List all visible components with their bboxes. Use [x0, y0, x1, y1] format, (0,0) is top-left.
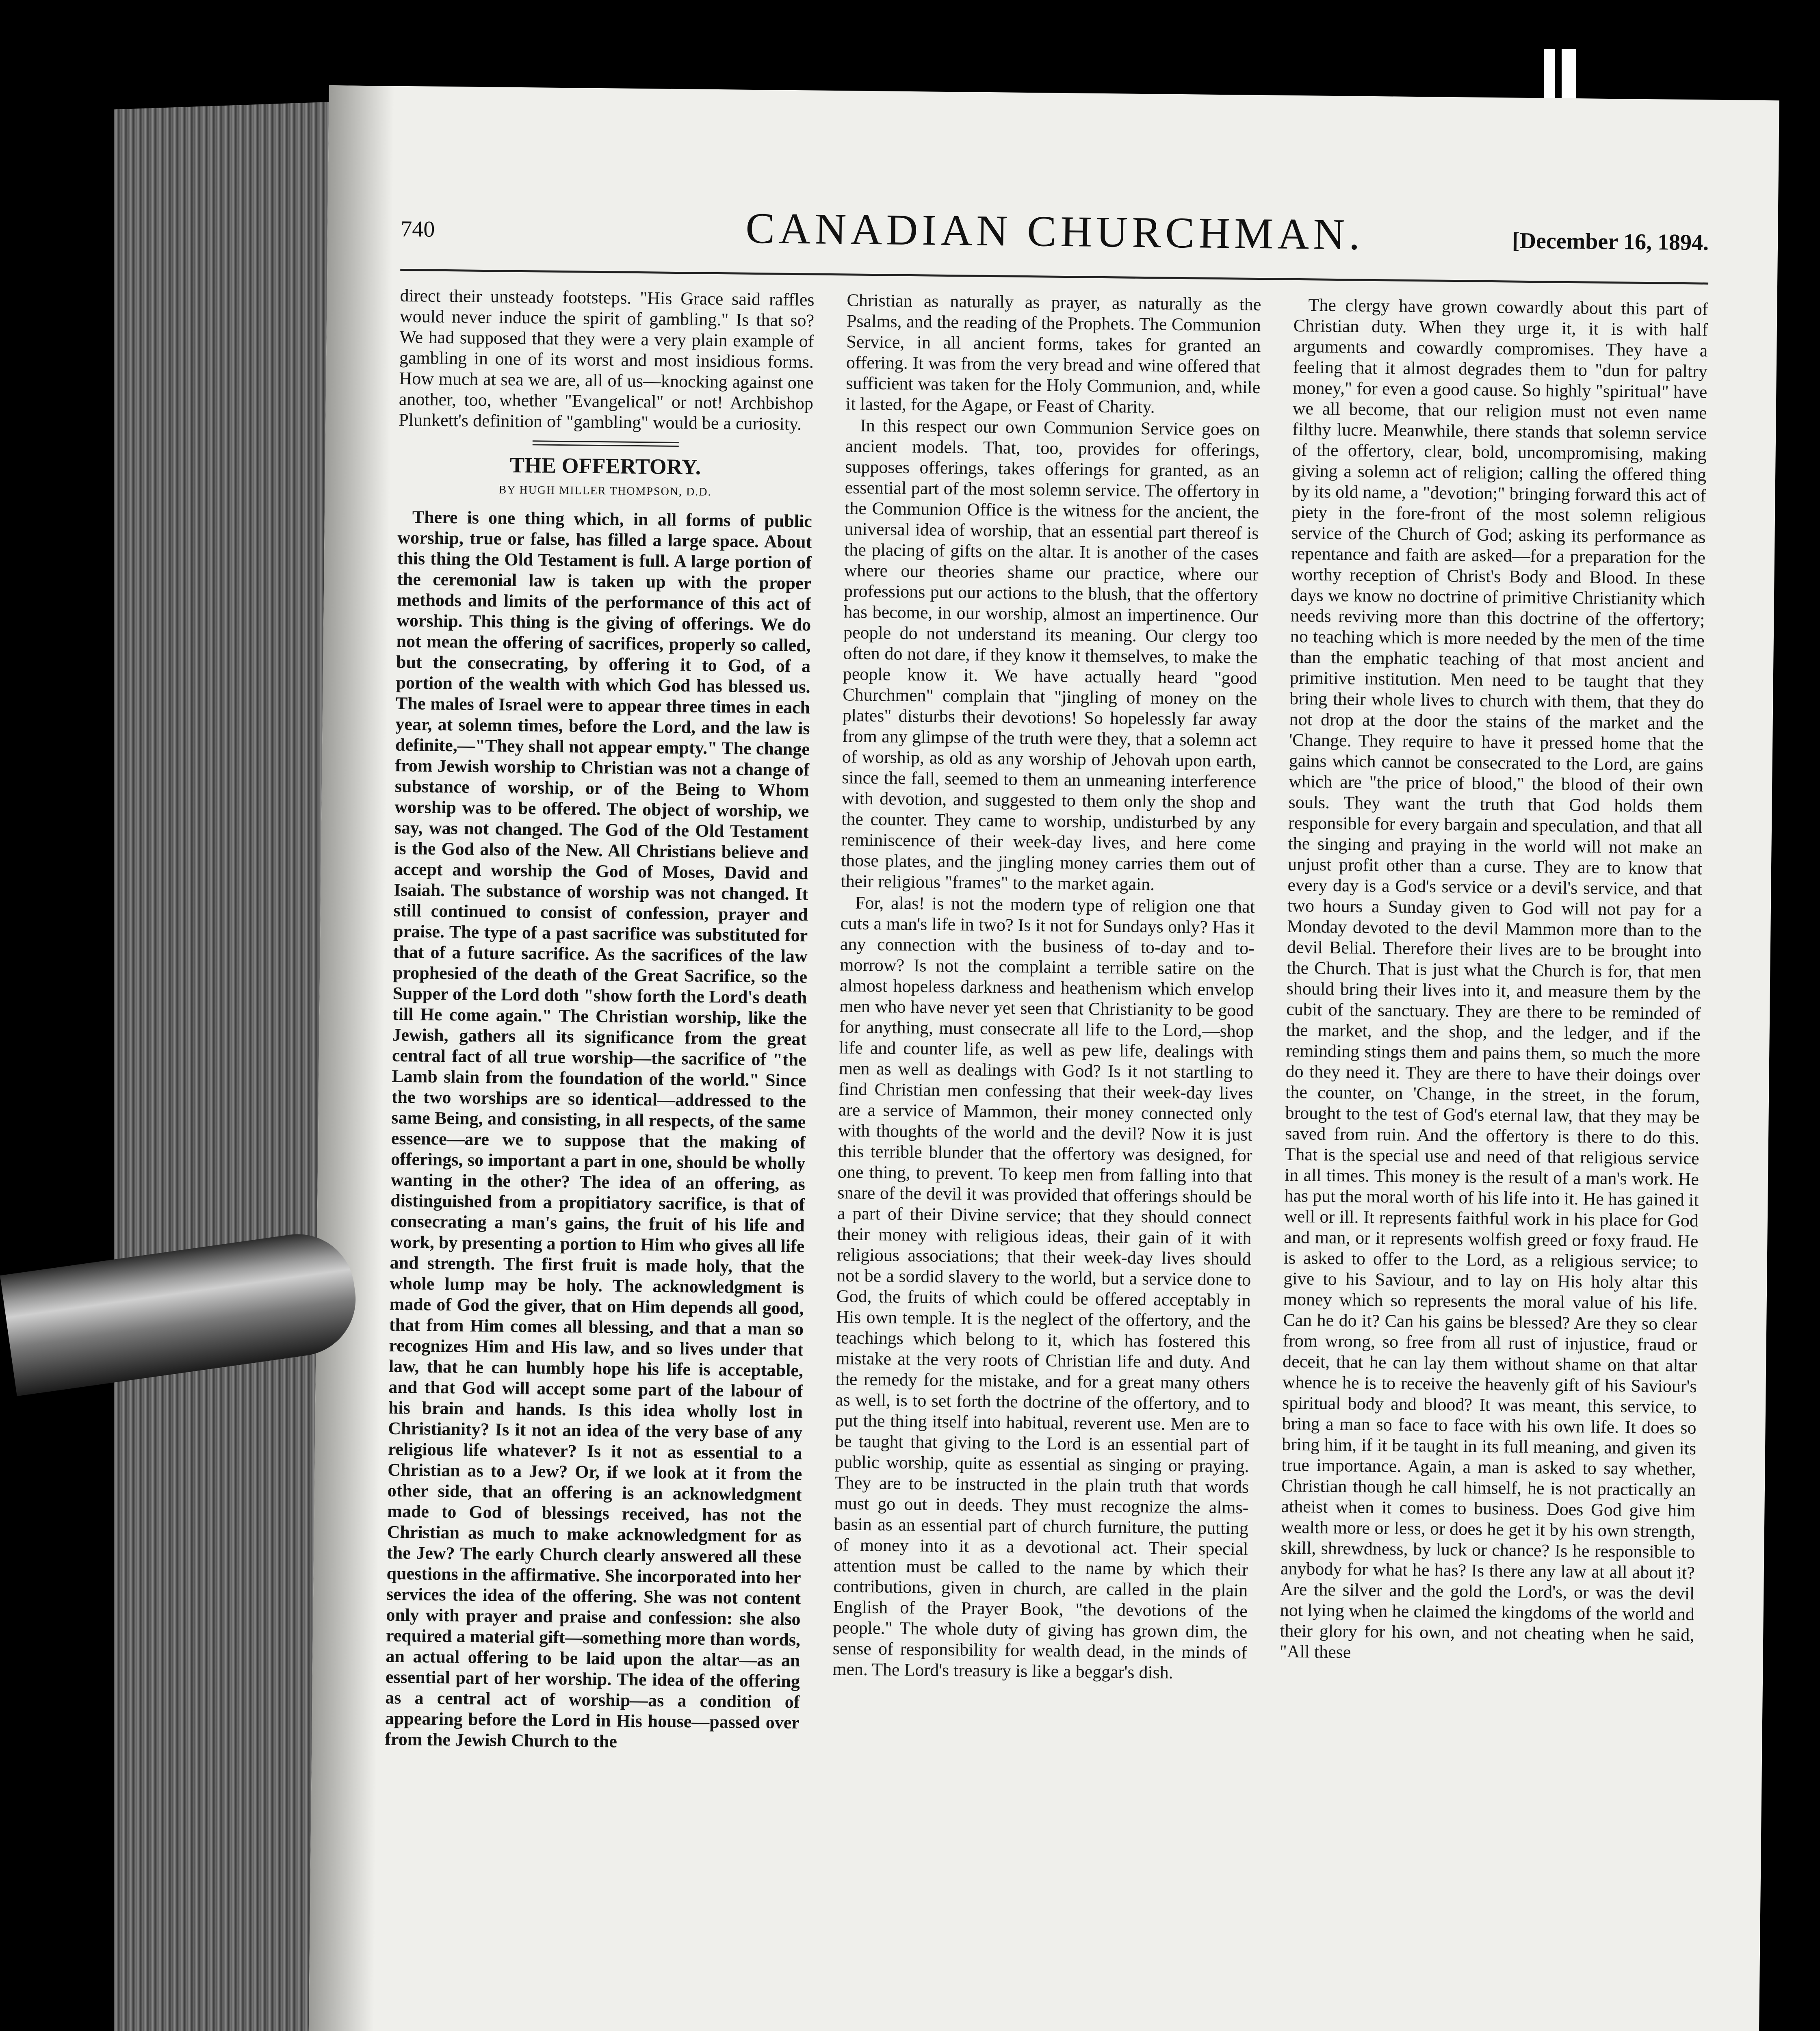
- column-1: [379, 285, 815, 2031]
- section-divider-second: [533, 444, 679, 447]
- article-paragraph: The clergy have grown cowardly about this part of Christian duty. When they urge it, it is with half arguments and cowardly compromises. They have a feeling that it almost degrades them to "dun for paltry money," for even a good cause. So highly "spiritual" have we all become, that our religion must not even name filthy lucre. Meanwhile, there stands that solemn service of the offertory, clear, bold, uncompromising, making giving a solemn act of religion; calling the offered thing by its old name, a "devotion;" bringing forward this act of piety in the fore-front of the most solemn religious service of the Church of God; asking its performance as repentance and faith are asked—for a preparation for the worthy reception of Christ's Body and Blood. In these days we know no doctrine of primitive Christianity which needs reviving more than this doctrine of the offertory; no teaching which is more needed by the men of the time than the emphatic teaching of that most ancient and primitive institution. Men need to be taught that they bring their whole lives to church with them, that they do not drop at the door the stains of the market and the 'Change. They require to have it pressed home that the gains which cannot be consecrated to the Lord, are gains which are "the price of blood," the blood of their own souls. They want the truth that God holds them responsible for every bargain and speculation, and that all the singing and praying in the world will not make an unjust profit other than a curse. They are to know that every day is a God's service or a devil's service, and that two hours a Sunday given to God will not pay for a Monday devoted to the devil Mammon more than to the devil Belial. Therefore their lives are to be brought into the Church. That is just what the Church is for, that men should bring their lives into it, and measure them by the cubit of the sanctuary. They are there to be reminded of the market, and the shop, and the ledger, and if the reminding stings them and pains them, so much the more do they need it. They are there to have their doings over the counter, on 'Change, in the street, in the forum, brought to the test of God's eternal law, that they may be saved from ruin. And the offertory is there to do this. That is the special use and need of that religious service in all times. This money is the result of a man's work. He has put the moral worth of his life into it. He has gained it well or ill. It represents faithful work in his place for God and man, or it represents wolfish greed or foxy fraud. He is asked to offer to the Lord, as a religious service; to give to his Saviour, and to lay on His holy altar this money which so represents the moral value of his life. Can he do it? Can his gains be blessed? Are they so clear from wrong, so free from all rust of injustice, fraud or deceit, that he can lay them without shame on that altar whence he is to receive the heavenly gift of his Saviour's spiritual body and blood? It was meant, this service, to bring a man so face to face with his own life. It does so bring him, if it be taught in its full meaning, and given its true importance. Again, a man is asked to say whether, Christian though he call himself, he is not practically an atheist when it comes to business. Does God give him wealth more or less, or does he get it by his own strength, skill, shrewdness, by luck or chance? Is he responsible to anybody for what he has? Is there any law at all about it? Are the silver and the gold the Lord's, or was the devil not lying when he claimed the kingdoms of the world and their glory for his own, and not cheating when he said, "All these: [1279, 295, 1708, 1662]
- column-2: [826, 290, 1261, 2031]
- intro-paragraph: direct their unsteady footsteps. "His Grace said raffles would never induce the spirit of gambling." Is that so? We had supposed that they were a very plain example of gambling in one of its worst and most insidious forms. How much at sea we are, all of us—knocking against one another, too, whether "Evangelical" or not! Archbishop Plunkett's definition of "gambling" would be a curiosity.: [399, 285, 815, 434]
- article-paragraph: In this respect our own Communion Service goes on ancient models. That, too, provides for offerings, supposes offerings, takes offerings for granted, as an essential part of the most solemn service. The offertory in the Communion Office is the witness for the ancient, the universal idea of worship, that an essential part thereof is the placing of gifts on the altar. It is another of the cases where our theories shame our practice, where our professions put our actions to the blush, that the offertory has become, in our worship, almost an impertinence. Our people do not understand its meaning. Our clergy too often do not dare, if they know it themselves, to make the people know it. We have actually heard "good Churchmen" complain that "jingling of money on the plates" disturbs their devotions! So hopelessly far away from any glimpse of the truth were they, that a solemn act of worship, as old as any worship of Jehovah upon earth, since the fall, seemed to them an unmeaning interference with devotion, and suggested to them only the shop and the counter. They came to worship, undisturbed by any reminiscence of their week-day lives, and here come those plates, and the jingling money carries them out of their religious "frames" to the market again.: [841, 415, 1260, 894]
- issue-date: [December 16, 1894.: [1512, 228, 1709, 255]
- page-number: 740: [400, 216, 435, 242]
- article-byline: BY HUGH MILLER THOMPSON, D.D.: [498, 483, 712, 498]
- article-paragraph: There is one thing which, in all forms of public worship, true or false, has filled a large space. About this thing the Old Testament is full. A large portion of the ceremonial law is taken up with the proper methods and limits of the performance of this act of worship. This thing is the giving of offerings. We do not mean the offering of sacrifices, properly so called, but the consecrating, by offering it to God, of a portion of the wealth with which God has blessed us. The males of Israel were to appear three times in each year, at solemn times, before the Lord, and the law is definite,—"They shall not appear empty." The change from Jewish worship to Christian was not a change of substance of worship, or of the Being to Whom worship was to be offered. The object of worship, we say, was not changed. The God of the Old Testament is the God also of the New. All Christians believe and accept and worship the God of Moses, David and Isaiah. The substance of worship was not changed. It still continued to consist of confession, prayer and praise. The type of a past sacrifice was substituted for that of a future sacrifice. As the sacrifices of the law prophesied of the death of the Great Sacrifice, so the Supper of the Lord doth "show forth the Lord's death till He come again." The Christian worship, like the Jewish, gathers all its significance from the great central fact of all true worship—the sacrifice of "the Lamb slain from the foundation of the world." Since the two worships are so identical—addressed to the same Being, and consisting, in all respects, of the same essence—are we to suppose that the making of offerings, so important a part in one, should be wholly wanting in the other? The idea of an offering, as distinguished from a propitiatory sacrifice, is that of consecrating a man's gains, the fruit of his life and work, by presenting a portion to Him who gives all life and strength. The first fruit is made holy, that the whole lump may be holy. The acknowledgment is made of God the giver, that on Him depends all good, that from Him comes all blessing, and that a man so recognizes Him and His law, and so lives under that law, that he can humbly hope his life is acceptable, and that God will accept some part of the labour of his brain and hands. Is this idea wholly lost in Christianity? Is it not an idea of the very base of any religious life whatever? Is it not as essential to a Christian as to a Jew? Or, if we look at it from the other side, that an offering is an acknowledgment made to God of blessings received, has not the Christian as much to make acknowledgment for as the Jew? The early Church clearly answered all these questions in the affirmative. She incorporated into her services the idea of the offering. She was not content only with prayer and praise and confession: she also required a material gift—something more than words, an actual offering to be laid upon the altar—as an essential part of her worship. The idea of the offering as a central act of worship—as a condition of appearing before the Lord in His house—passed over from the Jewish Church to the: [385, 507, 812, 1752]
- masthead: CANADIAN CHURCHMAN.: [745, 204, 1364, 259]
- article-paragraph: Christian as naturally as prayer, as naturally as the Psalms, and the reading of the Prophets. The Communion Service, in all ancient forms, takes for granted an offering. It was from the very bread and wine offered that sufficient was taken for the Holy Communion, and, while it lasted, for the Agape, or Feast of Charity.: [845, 290, 1261, 417]
- book-page-edges: [114, 102, 333, 2031]
- column-3: [1273, 294, 1708, 2031]
- article-title: THE OFFERTORY.: [509, 453, 701, 479]
- page-header: [400, 200, 1709, 275]
- newspaper-page: [306, 85, 1779, 2031]
- article-paragraph: For, alas! is not the modern type of religion one that cuts a man's life in two? Is it not for Sundays only? Has it any connection with the business of to-day and to-morrow? Is not the complaint a terrible satire on the almost hopeless darkness and heathenism which envelop men who have never yet seen that Christianity to be good for anything, must consecrate all life to the Lord,—shop life and counter life, as well as pew life, dealings with men as well as dealings with God? Is it not startling to find Christian men confessing that their week-day lives are a service of Mammon, their money connected only with thoughts of the world and the devil? Now it is just this terrible blunder that the offertory was designed, for one thing, to prevent. To keep men from falling into that snare of the devil it was provided that offerings should be a part of their Divine service; that they should connect their money with religious ideas, their gain of it with religious associations; that their week-day lives should not be a sordid slavery to the world, but a service done to God, the fruits of which could be offered acceptably in His own temple. It is the neglect of the offertory, and the teachings which belong to it, which has fostered this mistake at the very roots of Christian life and duty. And the remedy for the mistake, and for a great many others as well, is to set forth the doctrine of the offertory, and to put the thing itself into habitual, reverent use. Men are to be taught that giving to the Lord is an essential part of public worship, quite as essential as singing or praying. They are to be instructed in the plain truth that words must go out in deeds. They must recognize the alms-basin as an essential part of church furniture, the putting of money into it as a devotional act. Their special attention must be called to the name by which their contributions, given in church, are called in the plain English of the Prayer Book, "the devotions of the people." The whole duty of giving has grown dim, the sense of responsibility for wealth dead, in the minds of men. The Lord's treasury is like a beggar's dish.: [832, 892, 1255, 1682]
- section-divider: [533, 440, 679, 443]
